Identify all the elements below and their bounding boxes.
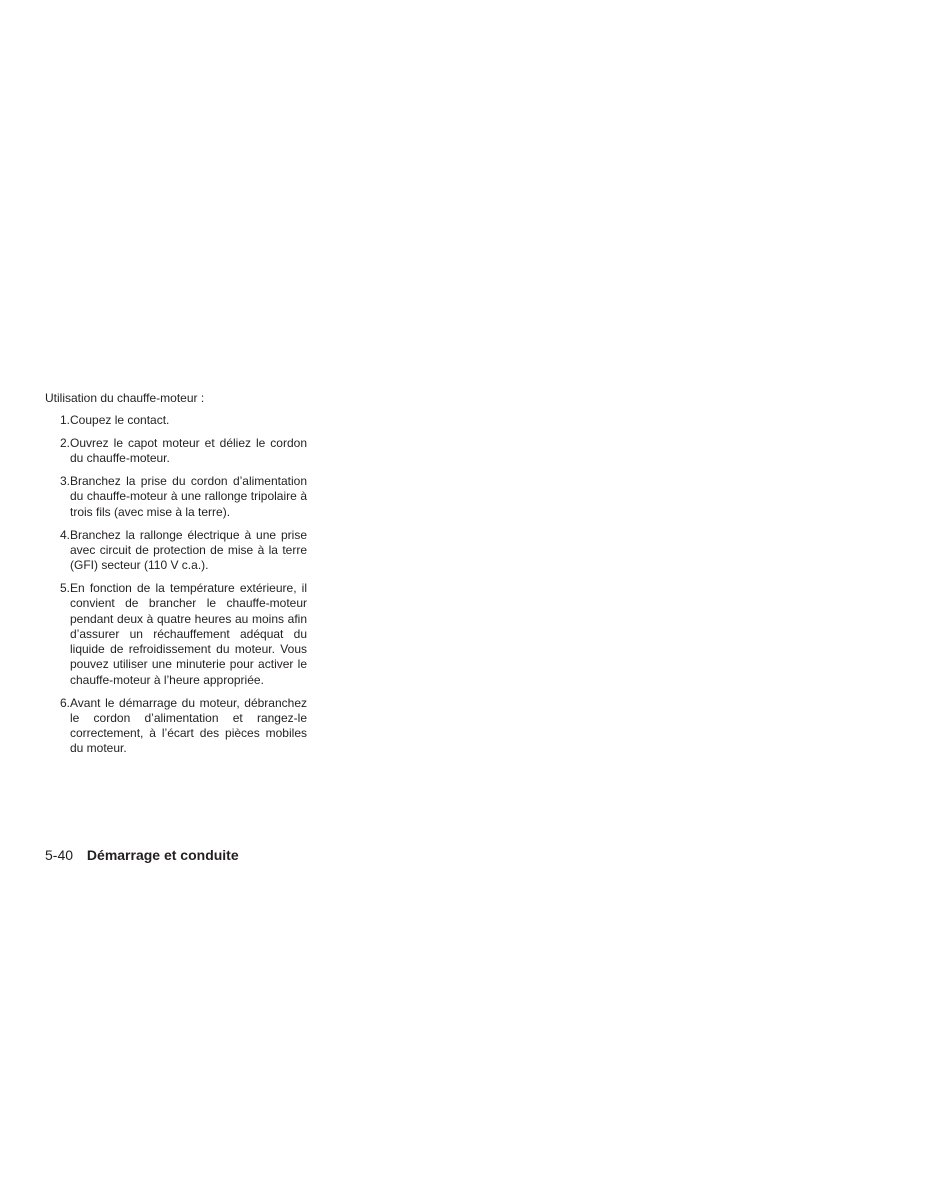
step-number: 2. <box>59 436 70 451</box>
page-number: 5-40 <box>45 847 74 863</box>
list-item <box>45 696 307 757</box>
step-text: Branchez la prise du cordon d’alimentation du chauffe-moteur à une rallonge tripolaire à trois fils (avec mise à la terre). <box>70 474 307 519</box>
list-item <box>45 474 307 520</box>
step-text: Ouvrez le capot moteur et déliez le cordon du chauffe-moteur. <box>70 436 307 466</box>
list-item <box>45 413 307 428</box>
step-text: En fonction de la température extérieure, il convient de brancher le chauffe-moteur pendant deux à quatre heures au moins afin d’assurer un réchauffement adéquat du liquide de refroidissement du moteur. Vous pouvez utiliser une minuterie pour activer le chauffe-moteur à l’heure appropriée. <box>70 580 307 687</box>
list-item <box>45 528 307 574</box>
step-number: 3. <box>59 474 70 489</box>
list-item <box>45 436 307 467</box>
section-intro: Utilisation du chauffe-moteur : <box>45 391 205 405</box>
step-number: 5. <box>59 580 70 595</box>
step-number: 1. <box>59 413 70 428</box>
page-footer <box>45 846 239 864</box>
list-item <box>45 581 307 688</box>
step-number: 6. <box>59 695 70 710</box>
step-text: Branchez la rallonge électrique à une prise avec circuit de protection de mise à la terre (GFI) secteur (110 V c.a.). <box>70 527 307 573</box>
step-number: 4. <box>59 527 70 542</box>
steps-list <box>45 413 307 756</box>
step-text: Avant le démarrage du moteur, débranchez le cordon d’alimentation et rangez-le correctement, à l’écart des pièces mobiles du moteur. <box>70 695 307 756</box>
chapter-title: Démarrage et conduite <box>86 847 239 863</box>
main-content <box>45 391 307 764</box>
step-text: Coupez le contact. <box>70 413 170 428</box>
